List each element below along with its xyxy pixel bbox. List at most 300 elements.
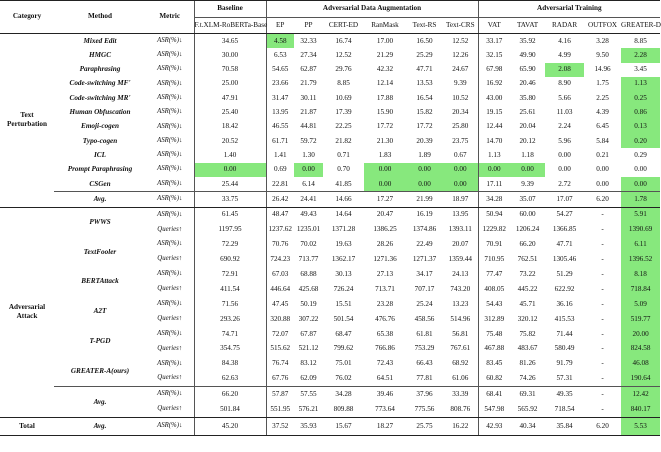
- value-cell: 0.00: [443, 163, 478, 177]
- value-cell: 6.53: [266, 48, 294, 62]
- value-cell: 8.90: [558, 79, 571, 88]
- value-cell: 62.63: [194, 371, 266, 386]
- value-cell: 743.20: [450, 284, 471, 293]
- value-cell: 47.91: [194, 91, 266, 105]
- value-cell: 12.52: [452, 36, 469, 45]
- metric-cell: ASR(%)↓: [146, 192, 194, 207]
- value-cell: 22.25: [335, 122, 352, 131]
- value-cell: 20.52: [194, 134, 266, 148]
- value-cell: 50.19: [300, 299, 317, 308]
- value-cell: 18.27: [364, 418, 406, 436]
- metric-cell: ASR(%)↓: [146, 387, 194, 402]
- value-cell: 61.81: [416, 329, 433, 338]
- value-cell: 77.81: [416, 374, 433, 383]
- method-cell: CSGen: [89, 179, 111, 188]
- method-cell: Paraphrasing: [79, 65, 121, 74]
- value-cell: 81.26: [519, 359, 536, 368]
- value-cell: 0.67: [453, 150, 467, 159]
- value-cell: 1.78: [621, 192, 660, 207]
- value-cell: 21.82: [335, 136, 352, 145]
- value-cell: 799.62: [333, 344, 354, 353]
- metric-cell: ASR(%)↓: [157, 359, 183, 367]
- value-cell: 12.42: [621, 387, 660, 402]
- value-cell: 23.28: [376, 299, 394, 308]
- value-cell: 0.00: [510, 163, 545, 177]
- value-cell: 72.43: [376, 359, 394, 368]
- value-cell: 0.00: [406, 163, 443, 177]
- value-cell: 49.90: [519, 50, 536, 59]
- value-cell: 67.03: [266, 267, 294, 282]
- value-cell: 0.71: [337, 150, 350, 159]
- value-cell: 0.21: [596, 150, 609, 159]
- value-cell: -: [601, 269, 604, 278]
- table-row: [0, 134, 660, 148]
- value-cell: 1.18: [521, 150, 534, 159]
- value-cell: 17.11: [478, 177, 510, 192]
- category-header: Category: [0, 1, 54, 34]
- value-cell: 47.71: [556, 240, 573, 249]
- value-cell: 25.75: [406, 418, 443, 436]
- value-cell: 46.55: [266, 120, 294, 134]
- table-row: [0, 148, 660, 162]
- value-cell: 62.87: [300, 65, 317, 74]
- table-row: [0, 105, 660, 119]
- table-row: [0, 34, 660, 49]
- value-cell: 0.00: [634, 165, 647, 174]
- value-cell: 775.56: [406, 402, 443, 417]
- value-cell: 1.30: [302, 150, 315, 159]
- value-cell: 21.99: [406, 192, 443, 207]
- value-cell: 21.87: [300, 108, 317, 117]
- metric-cell: ASR(%)↓: [157, 51, 183, 59]
- value-cell: 9.39: [521, 179, 534, 188]
- value-cell: 75.82: [519, 329, 536, 338]
- value-cell: 514.96: [450, 314, 471, 323]
- value-cell: 0.86: [621, 105, 660, 119]
- value-cell: 68.47: [335, 329, 352, 338]
- value-cell: 20.47: [376, 210, 394, 219]
- value-cell: 74.26: [519, 374, 536, 383]
- value-cell: 446.64: [266, 282, 294, 297]
- value-cell: 72.91: [194, 267, 266, 282]
- value-cell: 6.20: [584, 418, 621, 436]
- value-cell: 445.22: [517, 284, 538, 293]
- value-cell: 54.43: [478, 297, 510, 312]
- value-cell: 61.71: [266, 134, 294, 148]
- value-cell: 483.67: [517, 344, 538, 353]
- value-cell: 77.47: [478, 267, 510, 282]
- value-cell: 467.88: [478, 342, 510, 357]
- value-cell: 24.13: [452, 269, 469, 278]
- value-cell: 10.52: [452, 93, 469, 102]
- value-cell: 8.85: [337, 79, 350, 88]
- table-row: [0, 327, 660, 342]
- value-cell: 0.00: [621, 177, 660, 192]
- value-cell: 84.38: [194, 356, 266, 371]
- value-cell: 5.66: [558, 93, 571, 102]
- metric-cell: Queries↑: [157, 285, 183, 293]
- value-cell: 13.53: [416, 79, 433, 88]
- value-cell: 6.14: [302, 179, 315, 188]
- value-cell: -: [601, 329, 604, 338]
- value-cell: 10.69: [335, 93, 352, 102]
- value-cell: 49.35: [545, 387, 584, 402]
- value-cell: 56.81: [452, 329, 469, 338]
- value-cell: 0.00: [596, 179, 609, 188]
- value-cell: 1371.28: [331, 225, 356, 234]
- value-cell: 66.20: [194, 387, 266, 402]
- value-cell: 66.20: [519, 240, 536, 249]
- value-cell: 40.34: [510, 418, 545, 436]
- value-cell: 27.34: [300, 50, 317, 59]
- value-cell: 14.70: [478, 134, 510, 148]
- value-cell: 44.81: [300, 122, 317, 131]
- metric-cell: ASR(%)↓: [157, 36, 183, 44]
- value-cell: 66.43: [416, 359, 433, 368]
- total-row: [0, 418, 660, 436]
- method-cell: Avg.: [54, 418, 146, 436]
- value-cell: 501.54: [333, 314, 354, 323]
- metric-cell: ASR(%)↓: [157, 122, 183, 130]
- method-cell: HMGC: [89, 50, 111, 59]
- method-cell: BERTAttack: [81, 277, 119, 286]
- value-cell: 23.66: [266, 77, 294, 91]
- category-cell: Total: [0, 418, 54, 436]
- value-cell: 5.84: [596, 136, 609, 145]
- value-cell: 0.00: [364, 177, 406, 192]
- value-cell: 57.87: [266, 387, 294, 402]
- value-cell: 25.24: [416, 299, 433, 308]
- value-cell: 17.72: [416, 122, 433, 131]
- value-cell: 24.41: [294, 192, 323, 207]
- value-cell: 1.89: [418, 150, 431, 159]
- value-cell: 17.39: [335, 108, 352, 117]
- table-row: [0, 77, 660, 91]
- value-cell: 519.77: [621, 312, 660, 327]
- metric-cell: Queries↑: [157, 314, 183, 322]
- value-cell: 293.26: [194, 312, 266, 327]
- value-cell: 2.24: [558, 122, 571, 131]
- value-cell: 1366.85: [552, 225, 577, 234]
- value-cell: 476.76: [375, 314, 395, 323]
- value-cell: 43.00: [478, 91, 510, 105]
- value-cell: 1271.37: [412, 255, 437, 264]
- value-cell: 12.26: [452, 50, 469, 59]
- value-cell: 13.95: [452, 210, 469, 219]
- table-row: [0, 192, 660, 207]
- value-cell: -: [584, 402, 621, 417]
- value-cell: 41.85: [335, 179, 352, 188]
- metric-cell: ASR(%)↓: [157, 270, 183, 278]
- value-cell: 68.88: [300, 269, 317, 278]
- category-cell: Adversarial Attack: [0, 207, 54, 417]
- value-cell: 14.96: [594, 65, 611, 74]
- value-cell: -: [584, 387, 621, 402]
- value-cell: 25.80: [452, 122, 469, 131]
- value-cell: 710.95: [478, 252, 510, 267]
- table-row: [0, 207, 660, 222]
- value-cell: 14.64: [335, 210, 352, 219]
- value-cell: 0.00: [478, 163, 510, 177]
- value-cell: 521.12: [298, 344, 319, 353]
- method-cell: GREATER-A(ours): [70, 366, 130, 375]
- value-cell: 690.92: [194, 252, 266, 267]
- value-cell: 76.74: [266, 356, 294, 371]
- table-row: [0, 177, 660, 192]
- value-cell: 1374.86: [412, 225, 437, 234]
- value-cell: 458.56: [414, 314, 435, 323]
- value-cell: 11.03: [556, 108, 573, 117]
- table-row: [0, 297, 660, 312]
- table-row: [0, 48, 660, 62]
- value-cell: 718.84: [621, 282, 660, 297]
- value-cell: 70.58: [194, 63, 266, 77]
- value-cell: 4.39: [596, 108, 609, 117]
- value-cell: 72.07: [266, 327, 294, 342]
- method-cell: Code-switching MR': [69, 93, 131, 102]
- value-cell: 190.64: [621, 371, 660, 386]
- value-cell: 45.71: [519, 299, 536, 308]
- value-cell: 13.95: [266, 105, 294, 119]
- value-cell: 415.53: [554, 314, 575, 323]
- column-header: TAVAT: [510, 18, 545, 34]
- value-cell: 49.43: [300, 210, 317, 219]
- value-cell: 33.39: [443, 387, 478, 402]
- value-cell: 1235.01: [296, 225, 321, 234]
- value-cell: 0.00: [194, 163, 266, 177]
- value-cell: -: [601, 284, 604, 293]
- value-cell: 34.28: [478, 192, 510, 207]
- value-cell: 6.11: [621, 237, 660, 252]
- value-cell: 15.90: [376, 108, 394, 117]
- value-cell: 67.76: [266, 371, 294, 386]
- value-cell: 65.90: [519, 65, 536, 74]
- value-cell: 16.54: [416, 93, 433, 102]
- value-cell: 25.44: [194, 177, 266, 192]
- metric-cell: ASR(%)↓: [157, 93, 183, 101]
- value-cell: 1.13: [478, 148, 510, 162]
- table-row: [0, 356, 660, 371]
- value-cell: 70.76: [266, 237, 294, 252]
- metric-cell: ASR(%)↓: [157, 136, 183, 144]
- value-cell: 622.92: [554, 284, 575, 293]
- column-header: PP: [294, 18, 323, 34]
- value-cell: 60.00: [519, 210, 536, 219]
- value-cell: 0.29: [634, 150, 647, 159]
- value-cell: 17.07: [545, 192, 584, 207]
- value-cell: 2.72: [558, 179, 571, 188]
- value-cell: 17.00: [376, 36, 394, 45]
- value-cell: -: [601, 240, 604, 249]
- value-cell: 30.11: [300, 93, 317, 102]
- method-cell: PWWS: [89, 217, 111, 226]
- value-cell: 425.68: [298, 284, 319, 293]
- value-cell: 809.88: [323, 402, 364, 417]
- value-cell: 1.75: [596, 79, 609, 88]
- method-cell: Avg.: [54, 192, 146, 207]
- value-cell: 0.00: [406, 177, 443, 192]
- value-cell: -: [601, 344, 604, 353]
- value-cell: 20.12: [519, 136, 536, 145]
- value-cell: 840.17: [621, 402, 660, 417]
- value-cell: 0.00: [558, 165, 571, 174]
- value-cell: 1271.36: [373, 255, 397, 264]
- metric-cell: Queries↑: [157, 374, 183, 382]
- value-cell: 35.80: [519, 93, 536, 102]
- augmentation-group-header: Adversarial Data Augmentation: [266, 1, 478, 18]
- value-cell: 35.92: [519, 36, 536, 45]
- value-cell: 24.67: [452, 65, 469, 74]
- value-cell: 17.27: [364, 192, 406, 207]
- value-cell: -: [601, 255, 604, 264]
- value-cell: 37.52: [266, 418, 294, 436]
- value-cell: 65.38: [376, 329, 394, 338]
- value-cell: 71.44: [556, 329, 573, 338]
- value-cell: 74.71: [194, 327, 266, 342]
- value-cell: 18.97: [443, 192, 478, 207]
- value-cell: 34.65: [194, 34, 266, 49]
- value-cell: 0.13: [621, 120, 660, 134]
- value-cell: 76.02: [335, 374, 352, 383]
- value-cell: 17.72: [376, 122, 394, 131]
- value-cell: 15.51: [335, 299, 352, 308]
- value-cell: 4.16: [558, 36, 571, 45]
- value-cell: 0.69: [266, 163, 294, 177]
- value-cell: 0.00: [596, 165, 609, 174]
- value-cell: 547.98: [478, 402, 510, 417]
- value-cell: 29.76: [335, 65, 352, 74]
- value-cell: 64.51: [376, 374, 394, 383]
- value-cell: 57.31: [556, 374, 573, 383]
- value-cell: 37.96: [406, 387, 443, 402]
- value-cell: 27.13: [376, 269, 394, 278]
- value-cell: 71.56: [194, 297, 266, 312]
- value-cell: 565.92: [510, 402, 545, 417]
- value-cell: 23.75: [452, 136, 469, 145]
- column-header: RanMask: [364, 18, 406, 34]
- value-cell: 68.92: [452, 359, 469, 368]
- value-cell: 724.23: [266, 252, 294, 267]
- value-cell: 35.07: [510, 192, 545, 207]
- table-row: [0, 237, 660, 252]
- value-cell: 62.09: [300, 374, 317, 383]
- value-cell: 13.23: [452, 299, 469, 308]
- value-cell: 19.63: [335, 240, 352, 249]
- column-header: RADAR: [545, 18, 584, 34]
- metric-cell: ASR(%)↓: [157, 165, 183, 173]
- value-cell: 14.66: [323, 192, 364, 207]
- value-cell: 515.62: [266, 342, 294, 357]
- value-cell: 50.94: [478, 207, 510, 222]
- value-cell: 91.79: [556, 359, 573, 368]
- method-cell: Prompt Paraphrasing: [67, 165, 133, 174]
- method-cell: TextFooler: [83, 247, 117, 256]
- value-cell: -: [601, 359, 604, 368]
- value-cell: 18.42: [194, 120, 266, 134]
- value-cell: 16.22: [443, 418, 478, 436]
- metric-cell: ASR(%)↓: [157, 79, 183, 87]
- value-cell: 713.71: [375, 284, 395, 293]
- value-cell: -: [601, 210, 604, 219]
- value-cell: 22.81: [266, 177, 294, 192]
- results-body: [0, 34, 660, 436]
- value-cell: 707.17: [414, 284, 435, 293]
- metric-cell: Queries↑: [157, 225, 183, 233]
- column-header: GREATER-D: [621, 18, 660, 34]
- value-cell: 83.12: [300, 359, 317, 368]
- value-cell: 2.28: [621, 48, 660, 62]
- value-cell: 0.20: [621, 134, 660, 148]
- value-cell: 1386.25: [373, 225, 397, 234]
- value-cell: 17.88: [376, 93, 394, 102]
- value-cell: 28.26: [376, 240, 394, 249]
- value-cell: 26.42: [266, 192, 294, 207]
- metric-cell: Queries↑: [146, 402, 194, 417]
- value-cell: 15.82: [416, 108, 433, 117]
- value-cell: -: [601, 374, 604, 383]
- value-cell: 4.58: [266, 34, 294, 49]
- method-cell: Typo-cogen: [82, 136, 118, 145]
- metric-cell: Queries↑: [157, 344, 183, 352]
- column-header: OUTFOX: [584, 18, 621, 34]
- value-cell: 5.53: [621, 418, 660, 436]
- value-cell: 59.72: [300, 136, 317, 145]
- value-cell: 47.71: [416, 65, 433, 74]
- value-cell: 33.17: [478, 34, 510, 49]
- value-cell: 551.95: [266, 402, 294, 417]
- metric-cell: Queries↑: [157, 255, 183, 263]
- value-cell: 32.33: [300, 36, 317, 45]
- value-cell: 8.85: [634, 36, 647, 45]
- method-cell: A2T: [93, 307, 107, 316]
- value-cell: 45.20: [194, 418, 266, 436]
- table-row: [0, 267, 660, 282]
- value-cell: 83.45: [478, 356, 510, 371]
- value-cell: 16.74: [335, 36, 352, 45]
- value-cell: 25.61: [519, 108, 536, 117]
- value-cell: 61.45: [194, 207, 266, 222]
- value-cell: 501.84: [194, 402, 266, 417]
- value-cell: 42.32: [376, 65, 394, 74]
- value-cell: 20.39: [416, 136, 433, 145]
- value-cell: 5.96: [558, 136, 571, 145]
- column-header: Text-RS: [406, 18, 443, 34]
- value-cell: 0.00: [443, 177, 478, 192]
- value-cell: 354.75: [194, 342, 266, 357]
- value-cell: 0.00: [558, 150, 571, 159]
- value-cell: 320.88: [266, 312, 294, 327]
- value-cell: 713.77: [298, 255, 319, 264]
- column-header: F.t.XLM-RoBERTa-Base: [194, 18, 266, 34]
- value-cell: 54.27: [556, 210, 573, 219]
- value-cell: 1362.17: [331, 255, 356, 264]
- value-cell: 312.89: [478, 312, 510, 327]
- value-cell: 67.87: [300, 329, 317, 338]
- value-cell: 1.40: [194, 148, 266, 162]
- metric-cell: ASR(%)↓: [146, 418, 194, 436]
- value-cell: 19.15: [478, 105, 510, 119]
- value-cell: 4.99: [558, 50, 571, 59]
- value-cell: 1393.11: [448, 225, 472, 234]
- column-header: CERT-ED: [323, 18, 364, 34]
- value-cell: 21.79: [300, 79, 317, 88]
- method-header: Method: [54, 1, 146, 34]
- value-cell: 16.50: [416, 36, 433, 45]
- value-cell: 20.07: [452, 240, 469, 249]
- value-cell: 753.29: [414, 344, 435, 353]
- method-cell: Mixed Edit: [83, 36, 117, 45]
- value-cell: 580.49: [554, 344, 575, 353]
